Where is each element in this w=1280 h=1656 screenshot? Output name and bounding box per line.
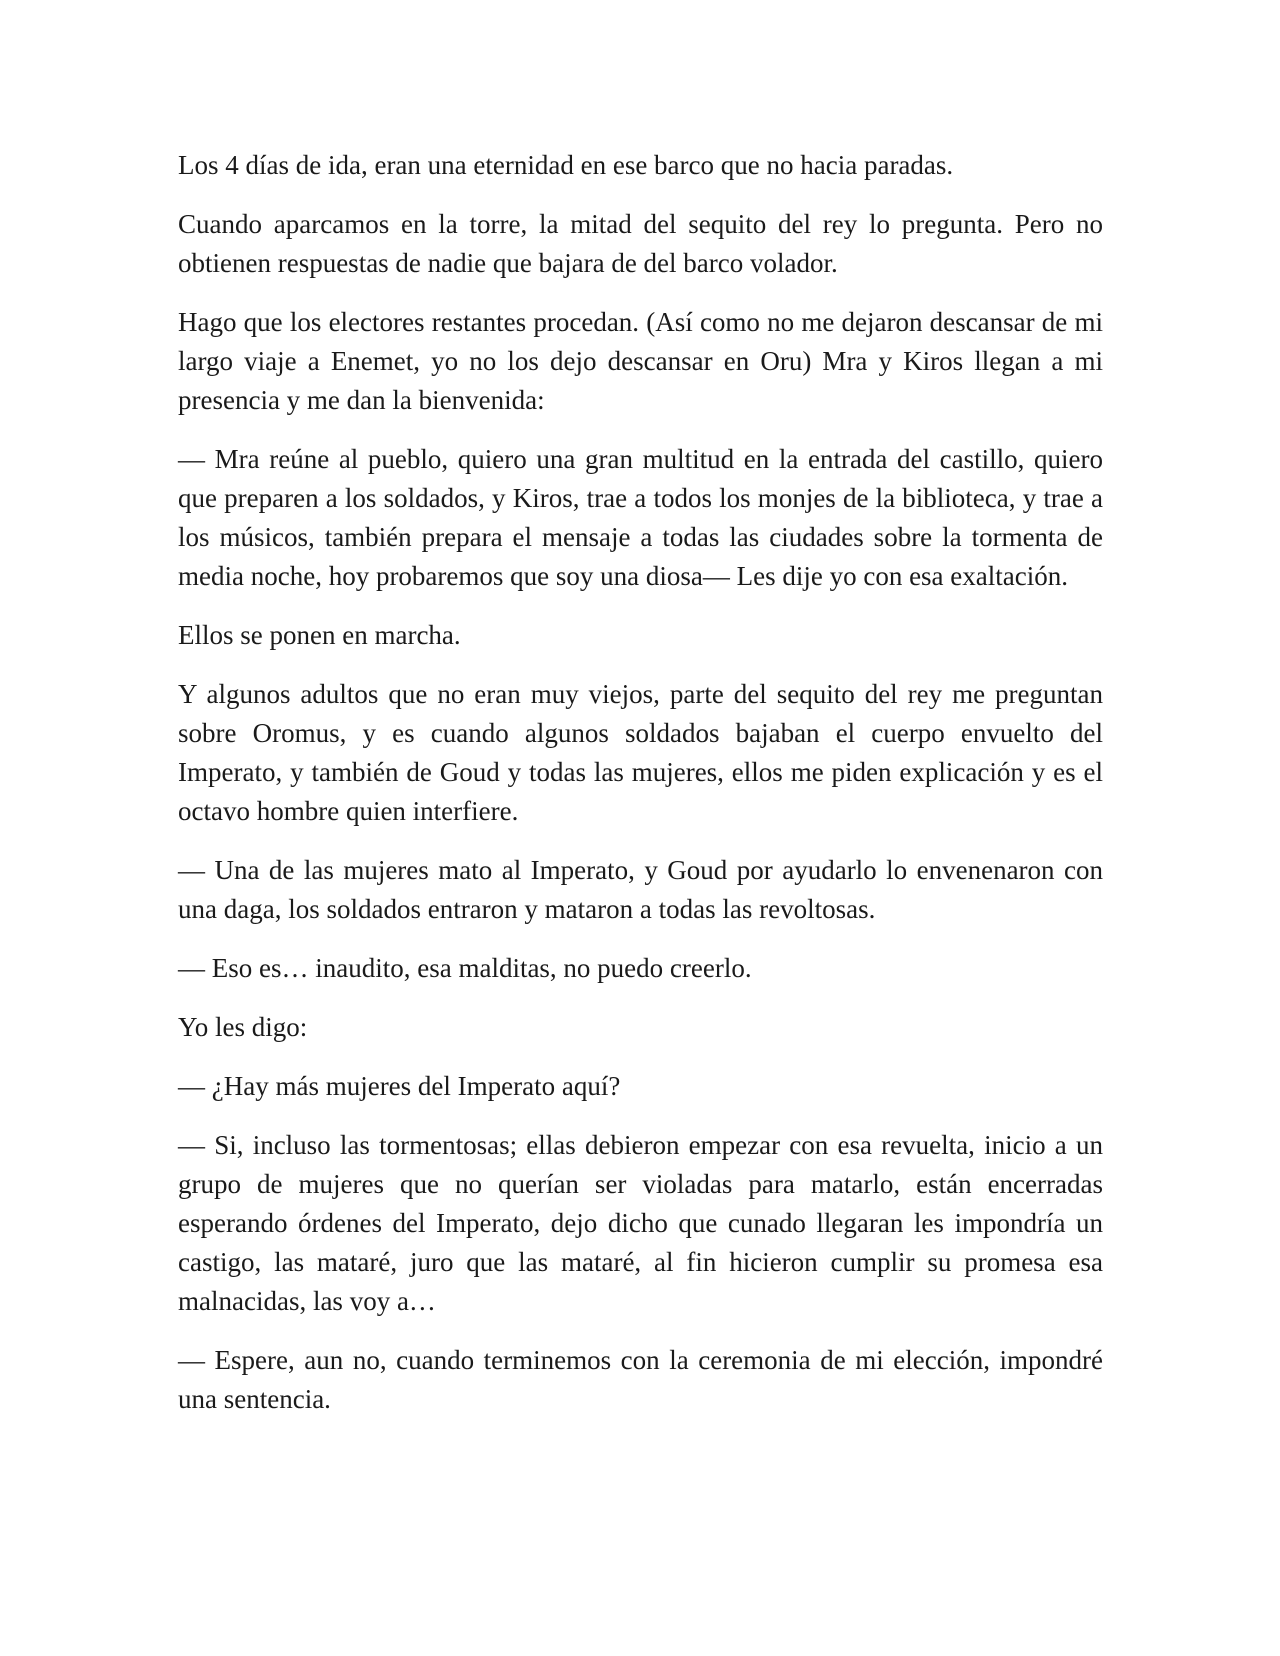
paragraph-11: — Si, incluso las tormentosas; ellas debieron empezar con esa revuelta, inicio a un grupo de mujeres que no querían ser violadas para matarlo, están encerradas esperando órdenes del Imperato, dejo dicho que cunado llegaran les impondría un castigo, las mataré, juro que las mataré, al fin hicieron cumplir su promesa esa malnacidas, las voy a… <box>178 1130 1103 1316</box>
paragraph-5: Ellos se ponen en marcha. <box>178 620 461 650</box>
paragraph-7: — Una de las mujeres mato al Imperato, y Goud por ayudarlo lo envenenaron con una daga, los soldados entraron y mataron a todas las revoltosas. <box>178 855 1103 924</box>
paragraph-10: — ¿Hay más mujeres del Imperato aquí? <box>178 1071 621 1101</box>
paragraph-3: Hago que los electores restantes procedan. (Así como no me dejaron descansar de mi largo viaje a Enemet, yo no los dejo descansar en Oru) Mra y Kiros llegan a mi presencia y me dan la bienvenida: <box>178 307 1103 415</box>
paragraph-4: — Mra reúne al pueblo, quiero una gran multitud en la entrada del castillo, quiero que preparen a los soldados, y Kiros, trae a todos los monjes de la biblioteca, y trae a los músicos, también prepara el mensaje a todas las ciudades sobre la tormenta de media noche, hoy probaremos que soy una diosa— Les dije yo con esa exaltación. <box>178 444 1103 591</box>
paragraph-8: — Eso es… inaudito, esa malditas, no puedo creerlo. <box>178 953 752 983</box>
body-text <box>178 146 1103 1439</box>
paragraph-12: — Espere, aun no, cuando terminemos con la ceremonia de mi elección, impondré una sentencia. <box>178 1345 1103 1414</box>
paragraph-6: Y algunos adultos que no eran muy viejos, parte del sequito del rey me preguntan sobre Oromus, y es cuando algunos soldados bajaban el cuerpo envuelto del Imperato, y también de Goud y todas las mujeres, ellos me piden explicación y es el octavo hombre quien interfiere. <box>178 679 1103 826</box>
paragraph-1: Los 4 días de ida, eran una eternidad en ese barco que no hacia paradas. <box>178 150 954 180</box>
paragraph-2: Cuando aparcamos en la torre, la mitad del sequito del rey lo pregunta. Pero no obtienen respuestas de nadie que bajara de del barco volador. <box>178 209 1103 278</box>
paragraph-9: Yo les digo: <box>178 1012 308 1042</box>
